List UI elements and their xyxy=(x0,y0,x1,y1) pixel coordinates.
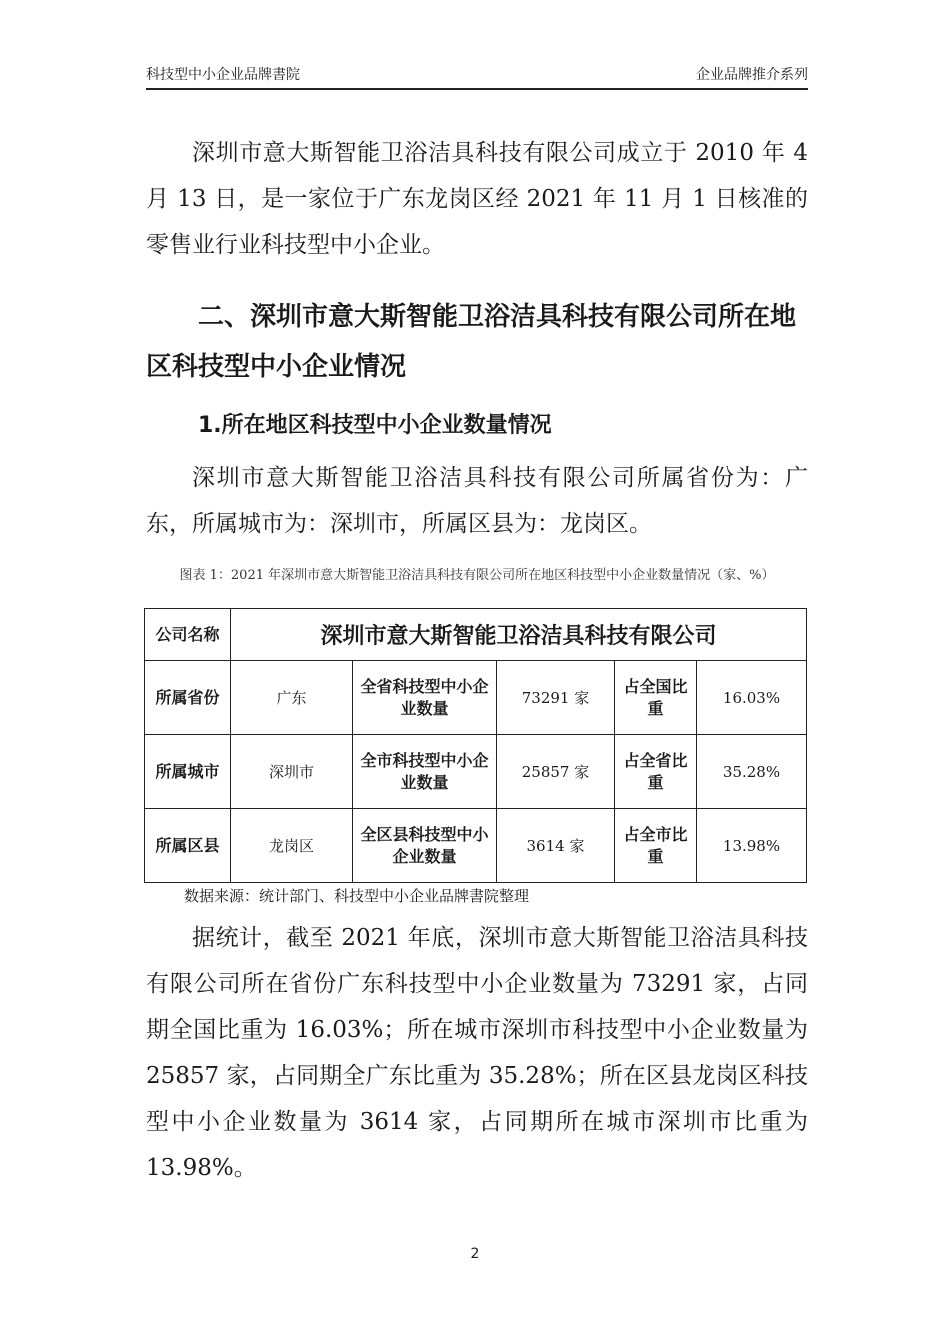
table-row xyxy=(145,661,807,735)
share-label-cell: 占全省比重 xyxy=(615,735,697,809)
share-cell: 35.28% xyxy=(697,735,807,809)
page-number: 2 xyxy=(470,1246,480,1262)
company-label-cell: 公司名称 xyxy=(145,609,231,661)
count-label-cell: 全省科技型中小企业数量 xyxy=(353,661,497,735)
data-source-note: 数据来源：统计部门、科技型中小企业品牌書院整理 xyxy=(184,887,530,905)
share-label-cell: 占全市比重 xyxy=(615,809,697,883)
section-heading: 二、深圳市意大斯智能卫浴洁具科技有限公司所在地区科技型中小企业情况 xyxy=(146,302,797,382)
table-row xyxy=(145,809,807,883)
table-caption: 图表 1：2021 年深圳市意大斯智能卫浴洁具科技有限公司所在地区科技型中小企业数量情况（家、%） xyxy=(179,568,775,583)
table-row xyxy=(145,735,807,809)
count-cell: 25857 家 xyxy=(497,735,615,809)
share-label-cell: 占全国比重 xyxy=(615,661,697,735)
header-right-text: 企业品牌推介系列 xyxy=(696,67,808,83)
count-label-cell: 全区县科技型中小企业数量 xyxy=(353,809,497,883)
level-label-cell: 所属区县 xyxy=(145,809,231,883)
count-label-cell: 全市科技型中小企业数量 xyxy=(353,735,497,809)
count-cell: 73291 家 xyxy=(497,661,615,735)
table-row xyxy=(145,609,807,661)
summary-paragraph: 据统计，截至 2021 年底，深圳市意大斯智能卫浴洁具科技有限公司所在省份广东科技型中小企业数量为 73291 家，占同期全国比重为 16.03%；所在城市深圳市科技型中小企业数量为 25857 家，占同期全广东比重为 35.28%；所在区县龙岗区科技型中小企业数量为 3614 家，占同期所在城市深圳市比重为 13.98%。 xyxy=(146,925,808,1181)
intro-paragraph: 深圳市意大斯智能卫浴洁具科技有限公司成立于 2010 年 4 月 13 日，是一家位于广东龙岗区经 2021 年 11 月 1 日核准的零售业行业科技型中小企业。 xyxy=(146,140,808,258)
subsection-heading: 1.所在地区科技型中小企业数量情况 xyxy=(198,413,552,438)
region-cell: 广东 xyxy=(231,661,353,735)
header-left-text: 科技型中小企业品牌書院 xyxy=(146,67,300,83)
level-label-cell: 所属省份 xyxy=(145,661,231,735)
count-cell: 3614 家 xyxy=(497,809,615,883)
region-stats-table xyxy=(144,608,807,883)
region-cell: 深圳市 xyxy=(231,735,353,809)
level-label-cell: 所属城市 xyxy=(145,735,231,809)
company-name-cell: 深圳市意大斯智能卫浴洁具科技有限公司 xyxy=(231,609,807,661)
location-paragraph: 深圳市意大斯智能卫浴洁具科技有限公司所属省份为：广东，所属城市为：深圳市，所属区县为：龙岗区。 xyxy=(146,465,808,537)
page-header xyxy=(146,66,808,90)
share-cell: 16.03% xyxy=(697,661,807,735)
share-cell: 13.98% xyxy=(697,809,807,883)
region-cell: 龙岗区 xyxy=(231,809,353,883)
